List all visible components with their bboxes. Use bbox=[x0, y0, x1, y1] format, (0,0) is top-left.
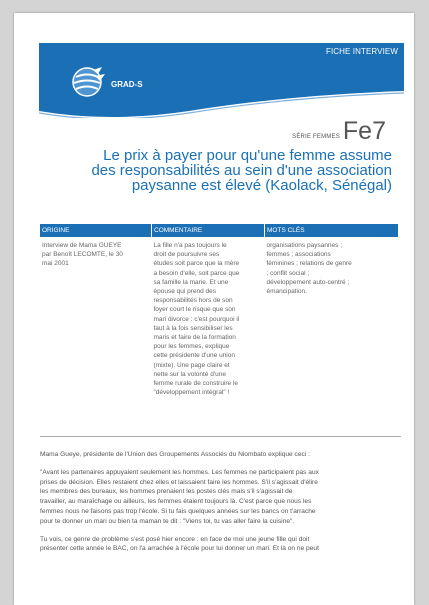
body-paragraph bbox=[40, 535, 402, 555]
text-line: prises de décision. Elles restaient chez elles et laissaient faire les hommes. S'il s'agissait d'élire bbox=[40, 478, 318, 486]
text-line: présenter cette année le BAC, on l'a arrachée à l'école pour lui donner un mari. Et là on ne peut bbox=[40, 545, 319, 553]
text-line: organisations paysannes ; bbox=[266, 242, 343, 249]
text-line: femmes ; associations bbox=[266, 251, 331, 259]
text-line: développement auto-centré ; bbox=[266, 278, 350, 286]
fiche-interview-label: FICHE INTERVIEW bbox=[325, 47, 398, 56]
intro-paragraph bbox=[40, 450, 402, 460]
text-line: La fille n'a pas toujours le bbox=[153, 242, 227, 249]
column-header-commentaire: COMMENTAIRE bbox=[152, 224, 265, 237]
document-page bbox=[14, 13, 414, 605]
interview-body bbox=[40, 450, 402, 562]
text-line: femme rurale de construire le bbox=[153, 380, 239, 388]
logo-text: GRAD-S bbox=[111, 80, 143, 89]
text-line: mari divorce : c'est pourquoi il bbox=[153, 315, 240, 323]
text-line: sa famille la marie. Et une bbox=[153, 278, 229, 286]
text-line: les membres des bureaux, les hommes prenaient les postes clés mais s'il s'agissait de bbox=[40, 488, 293, 496]
text-line: épouse qui prend des bbox=[153, 288, 217, 296]
text-line: (mixte). Une page claire et bbox=[153, 361, 230, 369]
document-title bbox=[42, 148, 392, 193]
mots-cles-cell bbox=[265, 237, 399, 401]
column-header-origine: ORIGINE bbox=[40, 224, 152, 237]
text-line: Mama Gueye, présidente de l'Union des Groupements Associés du Niombato explique ceci : bbox=[40, 451, 310, 458]
text-line: "développement intégral" ! bbox=[153, 389, 230, 397]
text-line: Tu vois, ce genre de problème s'est posé hier encore : en face de moi une jeune fille qui doit bbox=[40, 535, 310, 543]
text-line: études soit parce que la mère bbox=[153, 260, 240, 268]
text-line: mai 2001 bbox=[42, 260, 69, 268]
section-divider bbox=[40, 436, 401, 437]
text-line: nette sur la volonté d'une bbox=[153, 370, 226, 378]
text-line: émancipation. bbox=[266, 288, 307, 296]
commentaire-cell bbox=[152, 237, 265, 401]
text-line: a besoin d'elle, soit parce que bbox=[153, 269, 240, 277]
body-paragraph bbox=[40, 468, 402, 527]
text-line: Interview de Mama GUEYE bbox=[42, 242, 122, 249]
text-line: travailler, au maraîchage ou ailleurs, les femmes étaient toujours là. C'est parce que nous les bbox=[40, 498, 312, 506]
text-line: pour te donner un mari ou bien ta maman te dit : "Viens toi, tu vas aller faire la cuisine". bbox=[40, 517, 295, 525]
text-line: foyer court le risque que son bbox=[153, 306, 236, 314]
text-line: pour les femmes, explique bbox=[153, 343, 230, 351]
column-header-mots-cles: MOTS CLÉS bbox=[265, 224, 399, 237]
title-line: Le prix à payer pour qu'une femme assume bbox=[103, 147, 392, 164]
metadata-table bbox=[40, 224, 399, 401]
text-line: femmes nous ne faisons pas trop l'école. Si tu fais quelques années sur les bancs on t'arrache bbox=[40, 507, 316, 515]
text-line: ; conflit social ; bbox=[266, 269, 310, 277]
text-line: cette présidente d'une union bbox=[153, 352, 235, 360]
table-row bbox=[40, 237, 399, 401]
origine-cell bbox=[40, 237, 152, 401]
text-line: "Avant les partenaires appuyaient seulement les hommes. Les femmes ne participaient pas aux bbox=[40, 468, 319, 476]
text-line: féminines ; relations de genre bbox=[266, 260, 352, 268]
text-line: maris et faire de la formation bbox=[153, 334, 236, 342]
title-line: des responsabilités au sein d'une association bbox=[91, 162, 392, 179]
text-line: responsabilités hors de son bbox=[153, 297, 233, 305]
text-line: droit de poursuivre ses bbox=[153, 251, 220, 259]
series-label: SÉRIE FEMMES bbox=[292, 134, 340, 140]
header-banner bbox=[39, 43, 404, 118]
series-code: Fe7 bbox=[342, 117, 386, 145]
text-line: par Benoît LECOMTE, le 30 bbox=[42, 251, 123, 259]
series-badge bbox=[292, 119, 386, 144]
text-line: faut à la fois sensibiliser les bbox=[153, 324, 233, 332]
title-line: paysanne est élevé (Kaolack, Sénégal) bbox=[131, 177, 392, 194]
